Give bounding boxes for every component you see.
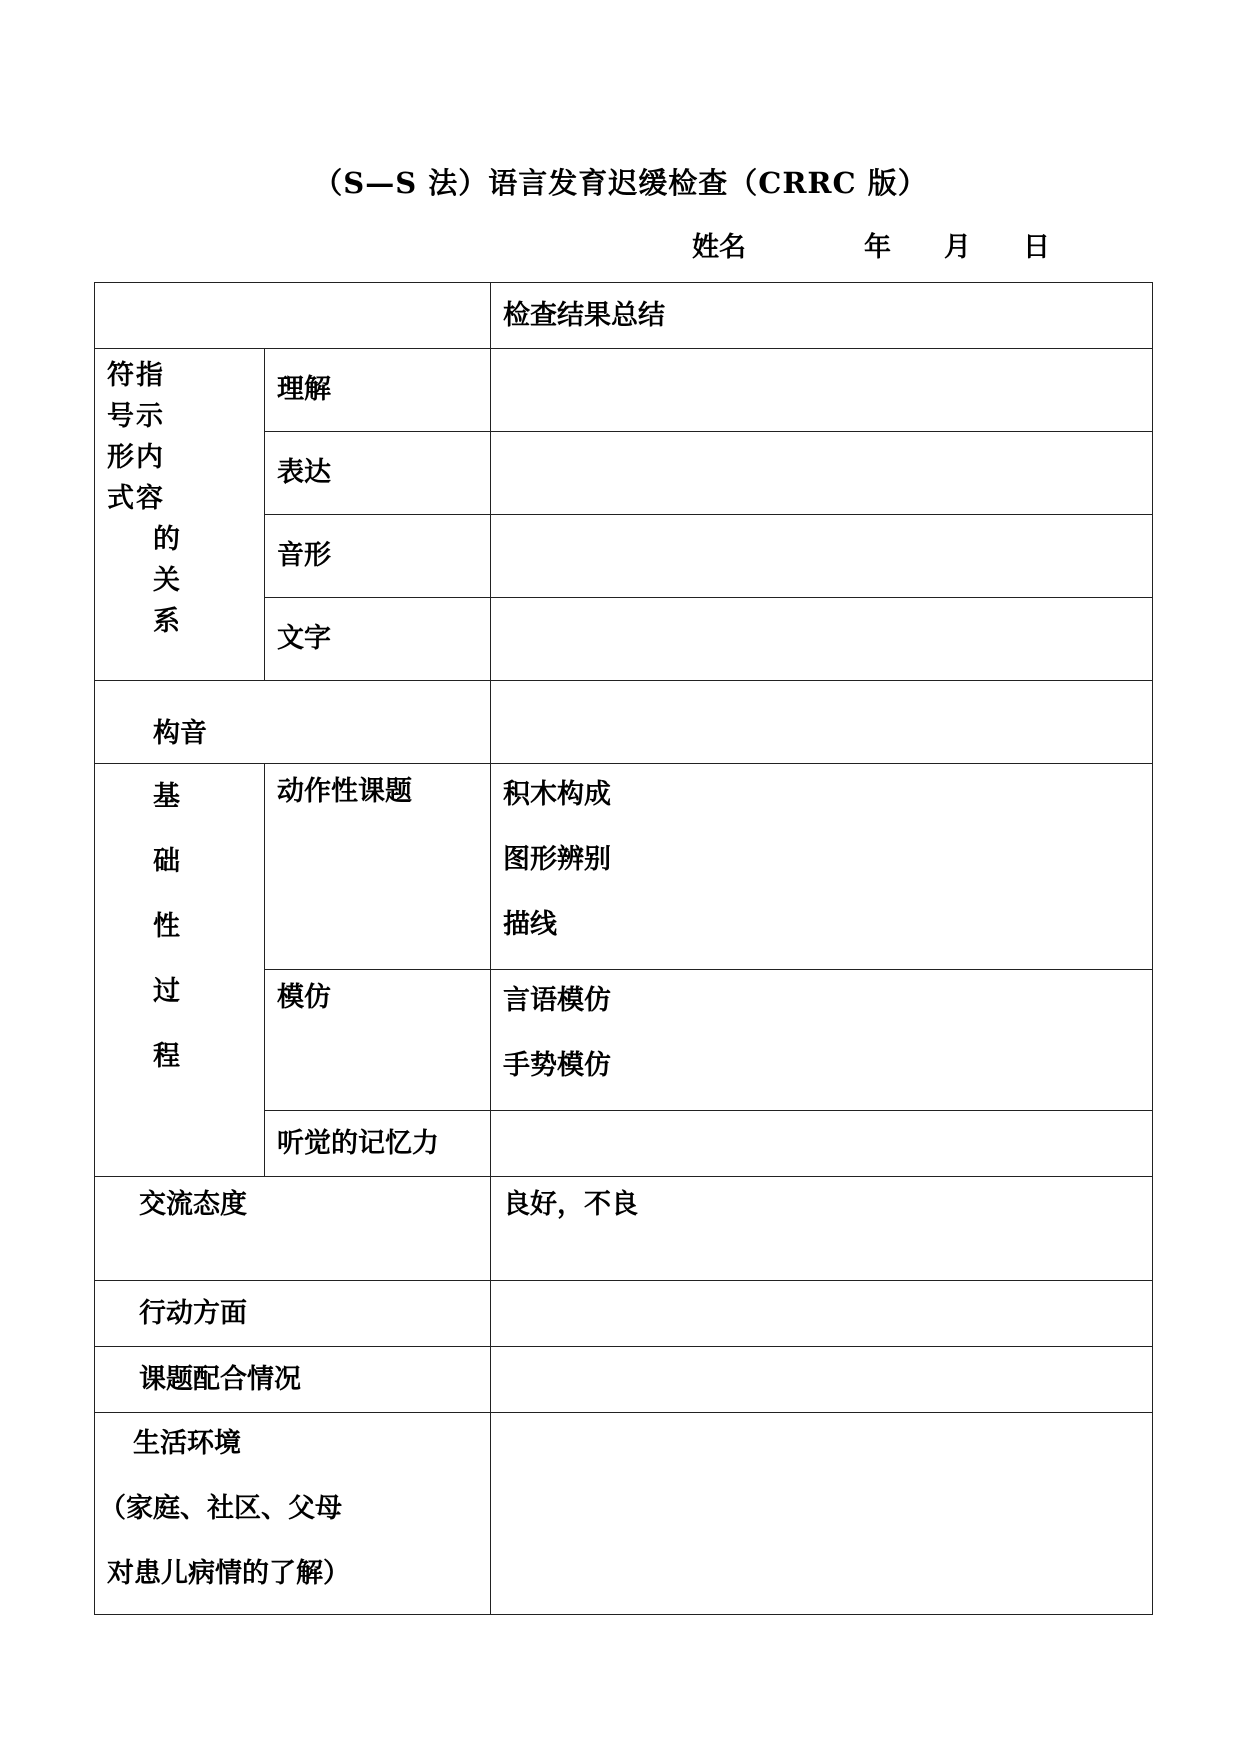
basic-process-cell [95,764,265,1177]
basic-process-char: 基 [153,781,180,812]
symbol-group-line: 的 [153,524,180,555]
written-words-result-field[interactable] [491,598,1153,681]
table-row [95,681,1153,764]
year-label: 年 [864,232,891,263]
name-label: 姓名 [692,232,746,263]
document-title: （S—S 法）语言发育迟缓检查（CRRC 版） [313,166,928,200]
imitation-label: 模仿 [265,970,491,1111]
table-row [95,1177,1153,1281]
living-environment-result-field[interactable] [491,1413,1153,1615]
sound-shape-result-field[interactable] [491,515,1153,598]
table-header-row [95,283,1153,349]
written-words-label: 文字 [265,598,491,681]
communication-attitude-value[interactable]: 良好，不良 [491,1177,1153,1281]
table-row [95,1347,1153,1413]
month-label: 月 [944,232,971,263]
living-environment-line: 生活环境 [133,1428,241,1459]
comprehension-result-field[interactable] [491,349,1153,432]
behavior-label: 行动方面 [95,1281,491,1347]
task-cooperation-result-field[interactable] [491,1347,1153,1413]
auditory-memory-result-field[interactable] [491,1111,1153,1177]
examination-form-table [94,282,1153,1615]
table-row [95,349,1153,432]
basic-process-char: 性 [153,911,180,942]
header-meta-line [0,230,1241,266]
behavior-result-field[interactable] [491,1281,1153,1347]
speech-imitation-item: 言语模仿 [503,985,611,1016]
action-task-label: 动作性课题 [265,764,491,970]
table-row [95,764,1153,970]
symbol-group-line: 号示 [107,401,165,432]
communication-attitude-label: 交流态度 [95,1177,491,1281]
comprehension-label: 理解 [265,349,491,432]
expression-label: 表达 [265,432,491,515]
table-row [95,1281,1153,1347]
basic-process-char: 过 [153,976,180,1007]
basic-process-char: 础 [153,846,180,877]
block-construction-item: 积木构成 [503,779,611,810]
symbol-group-line: 关 [153,565,180,596]
living-environment-line: 对患儿病情的了解） [107,1558,350,1589]
auditory-memory-label: 听觉的记忆力 [265,1111,491,1177]
expression-result-field[interactable] [491,432,1153,515]
task-cooperation-label: 课题配合情况 [95,1347,491,1413]
line-tracing-item: 描线 [503,909,557,940]
articulation-result-field[interactable] [491,681,1153,764]
gesture-imitation-item: 手势模仿 [503,1050,611,1081]
symbol-group-line: 系 [153,606,180,637]
symbol-group-line: 式容 [107,483,165,514]
basic-process-char: 程 [153,1041,180,1072]
imitation-items [491,970,1153,1111]
result-summary-header: 检查结果总结 [491,283,1153,349]
header-blank-cell [95,283,491,349]
day-label: 日 [1023,232,1050,263]
living-environment-cell [95,1413,491,1615]
action-task-items [491,764,1153,970]
symbol-content-relation-cell [95,349,265,681]
sound-shape-label: 音形 [265,515,491,598]
living-environment-line: （家庭、社区、父母 [99,1493,342,1524]
symbol-group-line: 符指 [107,360,165,391]
articulation-label: 构音 [95,681,491,764]
shape-discrimination-item: 图形辨别 [503,844,611,875]
table-row [95,1413,1153,1615]
symbol-group-line: 形内 [107,442,165,473]
